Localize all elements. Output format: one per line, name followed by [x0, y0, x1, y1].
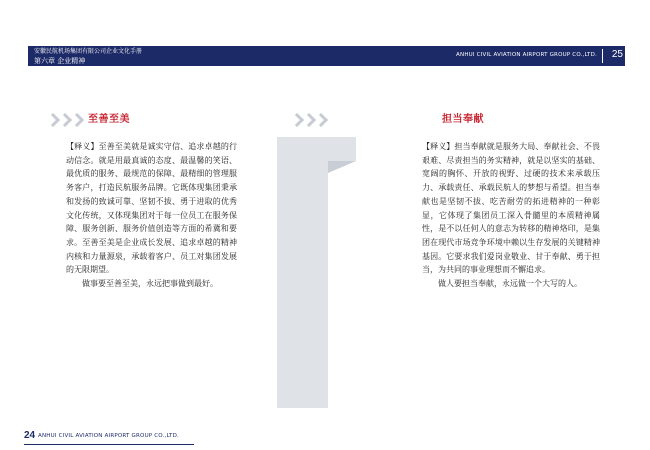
chevron-decoration-right: [292, 115, 328, 125]
section-motto: 做人要担当奉献，永远做一个大写的人。: [438, 279, 582, 289]
page-header: [28, 46, 625, 66]
section-motto: 做事要至善至美，永远把事做到最好。: [82, 279, 218, 289]
handbook-title: 安徽民航机场集团有限公司企业文化手册: [34, 48, 143, 55]
footer-rule: [24, 444, 194, 445]
decorative-block-cut: [328, 137, 356, 408]
section-body: [66, 140, 237, 277]
definition-tag: 【释义】: [66, 142, 99, 151]
chevron-right-icon: [314, 113, 328, 127]
header-page-number: 25: [611, 49, 623, 60]
definition-tag: 【释义】: [422, 142, 455, 151]
left-column: [66, 110, 237, 291]
section-title: 至善至美: [88, 114, 130, 125]
section-body: [422, 140, 600, 277]
decorative-block-shadow: [328, 161, 356, 173]
definition-text: 至善至美就是诚实守信、追求卓越的行动信念。就是用最真诚的态度、最温馨的笑语、最优质的服务、最规范的保障、最精细的管理服务客户，打造民航服务品牌。它既体现集团秉承和发扬的致诚可靠、坚韧不拔、勇于进取的优秀文化传统，又体现集团对于每一位员工在服务保障、服务创新、服务价值创造等方面的希冀和要求。至善至美是企业成长发展、追求卓越的精神内核和力量源泉，承载着客户、员工对集团发展的无限期望。: [66, 142, 238, 275]
header-divider: [602, 49, 603, 63]
decorative-block-top: [277, 137, 356, 161]
footer-page-number: 24: [24, 430, 36, 441]
section-title: 担当奉献: [442, 114, 484, 125]
header-company-name: ANHUI CIVIL AVIATION AIRPORT GROUP CO.,LTD.: [456, 52, 597, 58]
chapter-title: 第六章 企业精神: [34, 57, 86, 65]
right-column: [422, 110, 600, 291]
footer-company-name: ANHUI CIVIL AVIATION AIRPORT GROUP CO.,LTD.: [38, 433, 179, 439]
header-left: [34, 48, 142, 65]
definition-text: 担当奉献就是服务大局、奉献社会、不畏艰难、尽责担当的务实精神，就是以坚实的基础、宽阔的胸怀、开放的视野、过硬的技术来承载压力、承载责任、承载民航人的梦想与希望。担当奉献也是坚韧不拔、吃苦耐劳的拓进精神的一种彰显，它体现了集团员工深入骨髓里的本质精神属性，是不以任何人的意志为转移的精神烙印，是集团在现代市场竞争环境中赖以生存发展的关键精神基因。它要求我们爱岗业敬业、甘于奉献、勇于担当，为共同的事业理想而不懈追求。: [422, 142, 601, 275]
